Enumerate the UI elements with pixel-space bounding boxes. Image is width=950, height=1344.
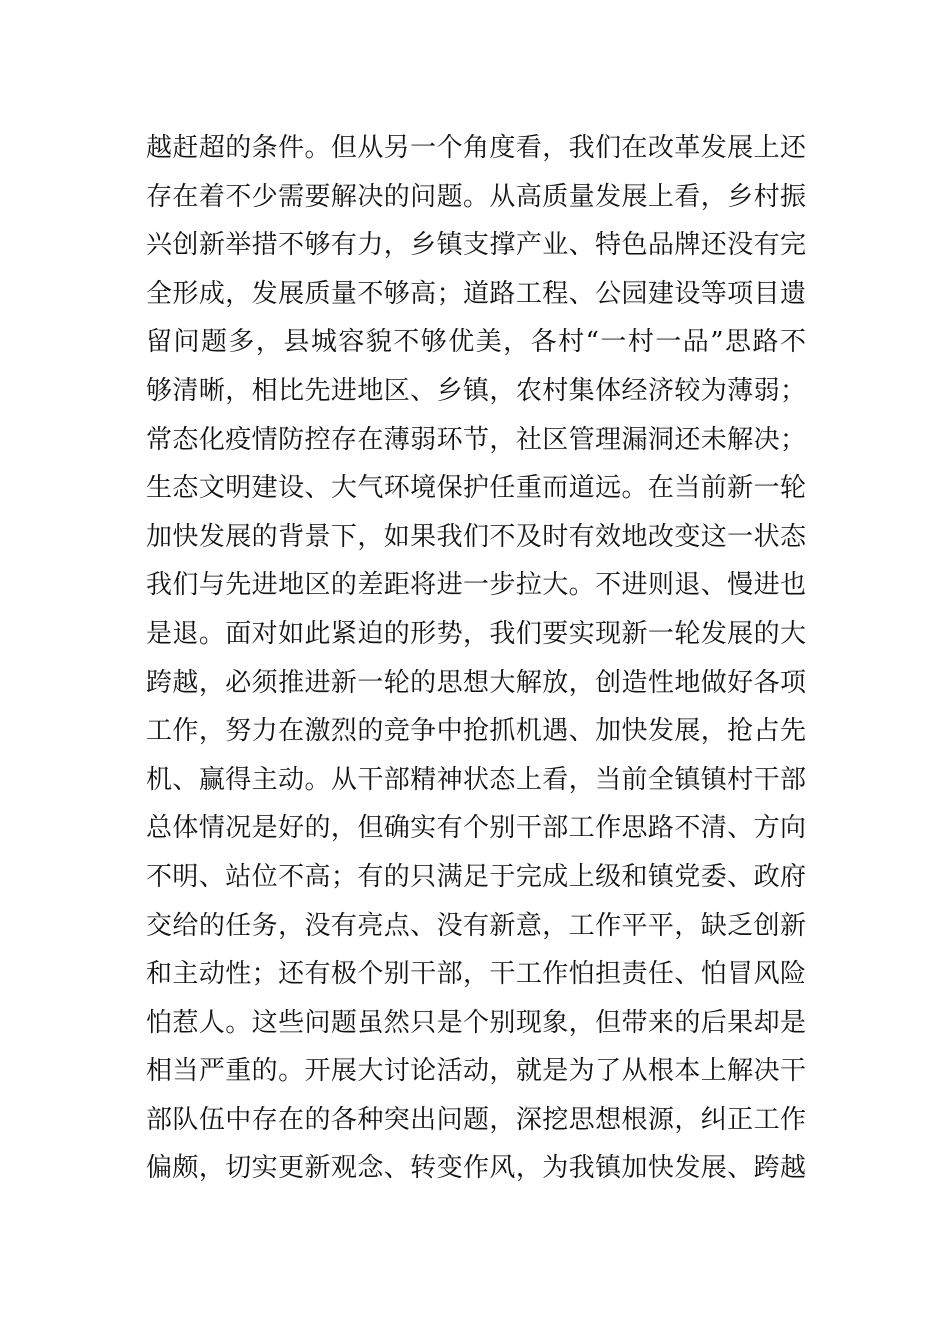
text-line: 全形成，发展质量不够高；道路工程、公园建设等项目遗	[146, 278, 806, 309]
text-line: 和主动性；还有极个别干部，干工作怕担责任、怕冒风险	[146, 959, 806, 990]
text-line: 工作，努力在激烈的竞争中抢抓机遇、加快发展，抢占先	[146, 716, 806, 747]
text-line: 是退。面对如此紧迫的形势，我们要实现新一轮发展的大	[146, 618, 806, 649]
text-line: 生态文明建设、大气环境保护任重而道远。在当前新一轮	[146, 473, 806, 504]
text-line: 常态化疫情防控存在薄弱环节，社区管理漏洞还未解决；	[146, 424, 806, 455]
body-text	[146, 124, 806, 1193]
text-line: 相当严重的。开展大讨论活动，就是为了从根本上解决干	[146, 1056, 806, 1087]
text-line: 怕惹人。这些问题虽然只是个别现象，但带来的后果却是	[146, 1007, 806, 1038]
text-line: 我们与先进地区的差距将进一步拉大。不进则退、慢进也	[146, 570, 806, 601]
text-line: 部队伍中存在的各种突出问题，深挖思想根源，纠正工作	[146, 1104, 806, 1135]
text-line: 机、赢得主动。从干部精神状态上看，当前全镇镇村干部	[146, 764, 806, 795]
text-line: 兴创新举措不够有力，乡镇支撑产业、特色品牌还没有完	[146, 230, 806, 261]
text-line: 留问题多，县城容貌不够优美，各村“一村一品”思路不	[146, 327, 806, 358]
text-line: 存在着不少需要解决的问题。从高质量发展上看，乡村振	[146, 181, 806, 212]
text-line: 偏颇，切实更新观念、转变作风，为我镇加快发展、跨越	[146, 1153, 806, 1184]
text-line: 跨越，必须推进新一轮的思想大解放，创造性地做好各项	[146, 667, 806, 698]
text-line: 越赶超的条件。但从另一个角度看，我们在改革发展上还	[146, 133, 806, 163]
text-line: 够清晰，相比先进地区、乡镇，农村集体经济较为薄弱；	[146, 375, 806, 406]
text-line: 交给的任务，没有亮点、没有新意，工作平平，缺乏创新	[146, 910, 806, 941]
text-line: 总体情况是好的，但确实有个别干部工作思路不清、方向	[146, 813, 806, 844]
text-line: 加快发展的背景下，如果我们不及时有效地改变这一状态	[146, 521, 806, 552]
text-line: 不明、站位不高；有的只满足于完成上级和镇党委、政府	[146, 861, 806, 892]
